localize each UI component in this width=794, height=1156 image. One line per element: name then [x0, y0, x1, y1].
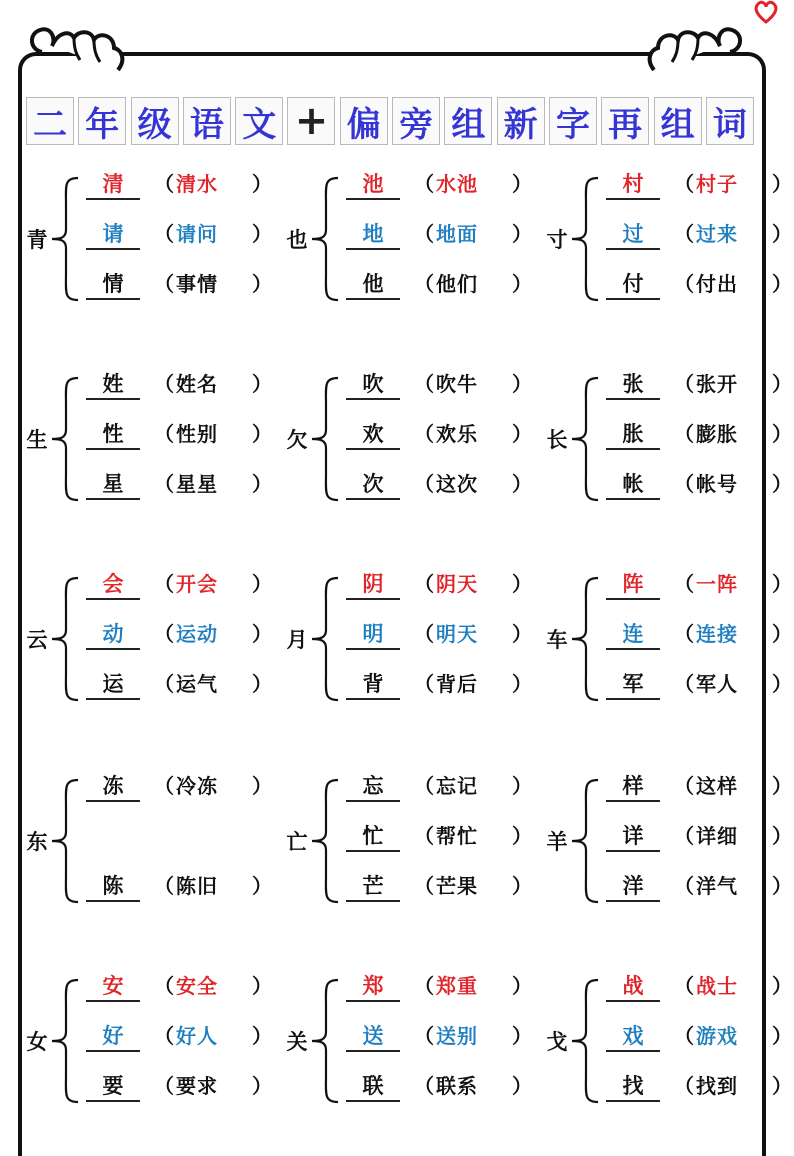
root-character: 青: [26, 228, 48, 252]
radical-group: [282, 772, 532, 912]
paren-open: （: [674, 272, 694, 296]
word: 性别: [176, 422, 218, 446]
paren-open: （: [414, 572, 434, 596]
radical-group: [282, 370, 532, 510]
new-character: 星: [86, 470, 140, 500]
paren-close: ）: [772, 874, 792, 898]
entry-row: [594, 972, 794, 1002]
entry-row: [334, 370, 534, 400]
root-character: 女: [26, 1030, 48, 1054]
entry-row: [74, 972, 274, 1002]
entry-row: [334, 670, 534, 700]
entry-row: [594, 170, 794, 200]
entry-row: [74, 872, 274, 902]
word: 膨胀: [696, 422, 738, 446]
new-character: 动: [86, 620, 140, 650]
new-character: 村: [606, 170, 660, 200]
heart-icon: [752, 0, 780, 24]
paren-close: ）: [252, 974, 272, 998]
paren-open: （: [674, 472, 694, 496]
entry-row: [74, 1072, 274, 1102]
paren-open: （: [414, 1024, 434, 1048]
entry-row: [594, 670, 794, 700]
entry-row: [74, 1022, 274, 1052]
root-character: 长: [546, 428, 568, 452]
paren-close: ）: [772, 672, 792, 696]
root-character: 云: [26, 628, 48, 652]
paren-open: （: [414, 974, 434, 998]
entry-row: [334, 170, 534, 200]
paren-close: ）: [512, 1024, 532, 1048]
word: 军人: [696, 672, 738, 696]
radical-group: [22, 370, 272, 510]
word: 付出: [696, 272, 738, 296]
new-character: 清: [86, 170, 140, 200]
title-char: 组: [654, 97, 702, 145]
title-char: 级: [131, 97, 179, 145]
title-char: 年: [78, 97, 126, 145]
new-character: 找: [606, 1072, 660, 1102]
paren-open: （: [674, 824, 694, 848]
paren-close: ）: [512, 974, 532, 998]
word: 陈旧: [176, 874, 218, 898]
word: 郑重: [436, 974, 478, 998]
new-character: 明: [346, 620, 400, 650]
word: 星星: [176, 472, 218, 496]
new-character: 忘: [346, 772, 400, 802]
new-character: 样: [606, 772, 660, 802]
paren-open: （: [674, 774, 694, 798]
paren-close: ）: [252, 1074, 272, 1098]
paren-close: ）: [252, 672, 272, 696]
entry-row: [594, 1072, 794, 1102]
entry-row: [74, 772, 274, 802]
new-character: 张: [606, 370, 660, 400]
word: 事情: [176, 272, 218, 296]
paren-open: （: [414, 272, 434, 296]
radical-group: [22, 772, 272, 912]
word: 详细: [696, 824, 738, 848]
paren-open: （: [154, 622, 174, 646]
entry-row: [594, 1022, 794, 1052]
paren-open: （: [154, 1074, 174, 1098]
root-character: 寸: [546, 228, 568, 252]
word: 这次: [436, 472, 478, 496]
paren-open: （: [414, 172, 434, 196]
new-character: 要: [86, 1072, 140, 1102]
word: 张开: [696, 372, 738, 396]
word: 连接: [696, 622, 738, 646]
paren-open: （: [154, 422, 174, 446]
new-character: 忙: [346, 822, 400, 852]
entry-row: [334, 470, 534, 500]
paren-close: ）: [512, 372, 532, 396]
new-character: 请: [86, 220, 140, 250]
paren-close: ）: [512, 472, 532, 496]
paren-open: （: [414, 774, 434, 798]
word: 帮忙: [436, 824, 478, 848]
paren-open: （: [154, 172, 174, 196]
entry-row: [334, 620, 534, 650]
word: 吹牛: [436, 372, 478, 396]
root-character: 戈: [546, 1030, 568, 1054]
paren-close: ）: [772, 572, 792, 596]
word: 战士: [696, 974, 738, 998]
new-character: 联: [346, 1072, 400, 1102]
title-char: 语: [183, 97, 231, 145]
paren-open: （: [154, 774, 174, 798]
new-character: 郑: [346, 972, 400, 1002]
paren-close: ）: [512, 774, 532, 798]
paren-open: （: [674, 974, 694, 998]
entry-row: [74, 170, 274, 200]
paren-open: （: [414, 672, 434, 696]
entry-row: [74, 420, 274, 450]
entry-row: [334, 972, 534, 1002]
word: 清水: [176, 172, 218, 196]
word: 帐号: [696, 472, 738, 496]
word: 他们: [436, 272, 478, 296]
entry-row: [74, 370, 274, 400]
word: 水池: [436, 172, 478, 196]
entry-row: [334, 822, 534, 852]
paren-close: ）: [512, 1074, 532, 1098]
paren-close: ）: [772, 222, 792, 246]
paren-open: （: [154, 272, 174, 296]
entry-row: [74, 620, 274, 650]
new-character: 池: [346, 170, 400, 200]
radical-group: [282, 570, 532, 710]
word: 送别: [436, 1024, 478, 1048]
paren-open: （: [154, 572, 174, 596]
new-character: 性: [86, 420, 140, 450]
word: 开会: [176, 572, 218, 596]
paren-close: ）: [512, 172, 532, 196]
new-character: 会: [86, 570, 140, 600]
paren-close: ）: [252, 422, 272, 446]
paren-close: ）: [772, 1074, 792, 1098]
root-character: 东: [26, 830, 48, 854]
word: 运动: [176, 622, 218, 646]
radical-group: [22, 972, 272, 1112]
word: 芒果: [436, 874, 478, 898]
paren-open: （: [674, 1024, 694, 1048]
paren-close: ）: [512, 572, 532, 596]
paren-open: （: [154, 472, 174, 496]
new-character: 冻: [86, 772, 140, 802]
word: 冷冻: [176, 774, 218, 798]
paren-open: （: [154, 874, 174, 898]
root-character: 亡: [286, 830, 308, 854]
paren-close: ）: [772, 372, 792, 396]
new-character: 战: [606, 972, 660, 1002]
radical-group: [542, 972, 792, 1112]
new-character: 安: [86, 972, 140, 1002]
entry-row: [334, 1022, 534, 1052]
paren-open: （: [414, 1074, 434, 1098]
entry-row: [594, 822, 794, 852]
entry-row: [334, 220, 534, 250]
new-character: 军: [606, 670, 660, 700]
paren-close: ）: [252, 222, 272, 246]
word: 欢乐: [436, 422, 478, 446]
entry-row: [74, 670, 274, 700]
title-char: 词: [706, 97, 754, 145]
new-character: 吹: [346, 370, 400, 400]
new-character: 送: [346, 1022, 400, 1052]
paren-open: （: [154, 672, 174, 696]
paren-open: （: [414, 824, 434, 848]
paren-close: ）: [252, 272, 272, 296]
word: 联系: [436, 1074, 478, 1098]
paren-close: ）: [772, 824, 792, 848]
entry-row: [74, 570, 274, 600]
paren-open: （: [674, 622, 694, 646]
word: 好人: [176, 1024, 218, 1048]
root-character: 车: [546, 628, 568, 652]
entry-row: [74, 270, 274, 300]
word: 阴天: [436, 572, 478, 596]
word: 找到: [696, 1074, 738, 1098]
radical-group: [542, 570, 792, 710]
paren-close: ）: [772, 974, 792, 998]
word: 地面: [436, 222, 478, 246]
paren-open: （: [674, 672, 694, 696]
root-character: 月: [286, 628, 308, 652]
paren-open: （: [674, 1074, 694, 1098]
paren-close: ）: [512, 422, 532, 446]
entry-row: [594, 570, 794, 600]
entry-row: [594, 420, 794, 450]
word: 安全: [176, 974, 218, 998]
paren-open: （: [674, 874, 694, 898]
title-char: 新: [497, 97, 545, 145]
paren-open: （: [414, 372, 434, 396]
word: 忘记: [436, 774, 478, 798]
paren-close: ）: [252, 622, 272, 646]
entry-row: [594, 470, 794, 500]
paren-close: ）: [772, 172, 792, 196]
new-character: 洋: [606, 872, 660, 902]
title-char: 文: [235, 97, 283, 145]
radical-group: [542, 772, 792, 912]
entry-row: [334, 270, 534, 300]
entry-row: [594, 220, 794, 250]
new-character: 陈: [86, 872, 140, 902]
new-character: 芒: [346, 872, 400, 902]
new-character: 付: [606, 270, 660, 300]
new-character: 胀: [606, 420, 660, 450]
entry-row: [594, 620, 794, 650]
paren-close: ）: [252, 472, 272, 496]
paren-open: （: [154, 974, 174, 998]
paren-close: ）: [252, 372, 272, 396]
word: 运气: [176, 672, 218, 696]
paren-open: （: [154, 372, 174, 396]
paren-open: （: [414, 472, 434, 496]
paren-close: ）: [252, 172, 272, 196]
new-character: 戏: [606, 1022, 660, 1052]
paren-open: （: [674, 422, 694, 446]
paren-close: ）: [512, 672, 532, 696]
word: 这样: [696, 774, 738, 798]
new-character: 情: [86, 270, 140, 300]
entry-row: [334, 570, 534, 600]
new-character: 欢: [346, 420, 400, 450]
new-character: 姓: [86, 370, 140, 400]
paren-close: ）: [772, 422, 792, 446]
paren-open: （: [674, 222, 694, 246]
entry-row: [74, 220, 274, 250]
entry-row: [594, 270, 794, 300]
paren-close: ）: [252, 774, 272, 798]
title-char: 旁: [392, 97, 440, 145]
paren-close: ）: [252, 1024, 272, 1048]
paren-close: ）: [512, 222, 532, 246]
paren-close: ）: [772, 774, 792, 798]
entry-row: [594, 872, 794, 902]
new-character: 次: [346, 470, 400, 500]
paren-close: ）: [512, 824, 532, 848]
entry-row: [594, 370, 794, 400]
paren-open: （: [414, 622, 434, 646]
root-character: 关: [286, 1030, 308, 1054]
paren-open: （: [154, 222, 174, 246]
paren-open: （: [154, 1024, 174, 1048]
paren-open: （: [674, 372, 694, 396]
word: 要求: [176, 1074, 218, 1098]
paren-close: ）: [512, 874, 532, 898]
paren-open: （: [414, 874, 434, 898]
new-character: 详: [606, 822, 660, 852]
paren-close: ）: [252, 572, 272, 596]
word: 明天: [436, 622, 478, 646]
entry-row: [334, 1072, 534, 1102]
paren-close: ）: [772, 472, 792, 496]
word: 请问: [176, 222, 218, 246]
paren-open: （: [414, 222, 434, 246]
new-character: 地: [346, 220, 400, 250]
word: 背后: [436, 672, 478, 696]
radical-group: [282, 972, 532, 1112]
new-character: 过: [606, 220, 660, 250]
new-character: 好: [86, 1022, 140, 1052]
new-character: 背: [346, 670, 400, 700]
scroll-curl-right-icon: [640, 20, 750, 80]
entry-row: [594, 772, 794, 802]
radical-group: [22, 170, 272, 310]
paren-close: ）: [252, 874, 272, 898]
radical-group: [542, 370, 792, 510]
title-char: 组: [444, 97, 492, 145]
root-character: 也: [286, 228, 308, 252]
paren-open: （: [414, 422, 434, 446]
word: 洋气: [696, 874, 738, 898]
word: 过来: [696, 222, 738, 246]
entry-row: [334, 872, 534, 902]
title-char: 字: [549, 97, 597, 145]
word: 姓名: [176, 372, 218, 396]
new-character: 阵: [606, 570, 660, 600]
title-char: 偏: [340, 97, 388, 145]
new-character: 帐: [606, 470, 660, 500]
root-character: 生: [26, 428, 48, 452]
root-character: 欠: [286, 428, 308, 452]
title-banner: [26, 97, 754, 147]
new-character: 运: [86, 670, 140, 700]
entry-row: [334, 420, 534, 450]
scroll-curl-left-icon: [22, 20, 132, 80]
paren-close: ）: [512, 272, 532, 296]
word: 村子: [696, 172, 738, 196]
word: 一阵: [696, 572, 738, 596]
paren-close: ）: [772, 1024, 792, 1048]
title-char: 再: [601, 97, 649, 145]
entry-row: [74, 470, 274, 500]
new-character: 他: [346, 270, 400, 300]
paren-open: （: [674, 572, 694, 596]
entry-row: [334, 772, 534, 802]
radical-group: [22, 570, 272, 710]
radical-group: [282, 170, 532, 310]
new-character: 阴: [346, 570, 400, 600]
new-character: 连: [606, 620, 660, 650]
paren-close: ）: [772, 622, 792, 646]
root-character: 羊: [546, 830, 568, 854]
paren-open: （: [674, 172, 694, 196]
title-char: 二: [26, 97, 74, 145]
radical-group: [542, 170, 792, 310]
paren-close: ）: [772, 272, 792, 296]
paren-close: ）: [512, 622, 532, 646]
word: 游戏: [696, 1024, 738, 1048]
title-char: +: [287, 97, 335, 145]
